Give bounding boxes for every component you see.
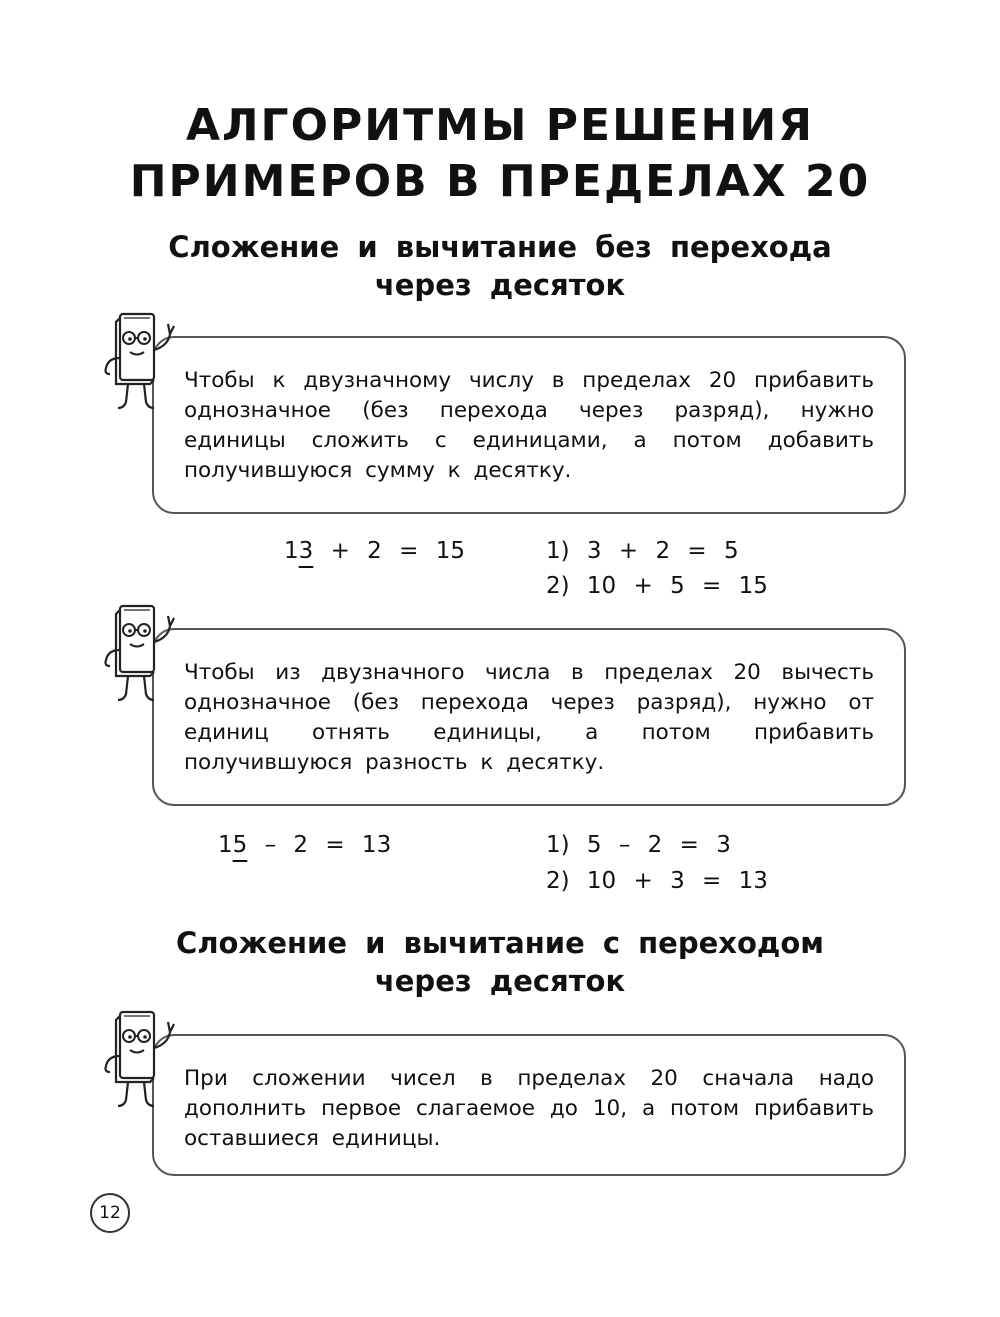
book-mascot-icon xyxy=(98,1004,188,1114)
section1-heading-line-1: Сложение и вычитание без перехода xyxy=(168,230,832,264)
example-addition-main xyxy=(284,538,465,564)
example-subtraction-prefix: 1 xyxy=(218,832,233,858)
section1-heading-line-2: через десяток xyxy=(374,268,626,302)
page-title-line-2: ПРИМЕРОВ В ПРЕДЕЛАХ 20 xyxy=(129,156,871,207)
example-addition-prefix: 1 xyxy=(284,538,299,564)
book-mascot-icon xyxy=(98,306,188,416)
rule-box-addition xyxy=(152,336,906,514)
rule-text-addition: Чтобы к двузначному числу в пределах 20 прибавить однозначное (без перехода через разряд), нужно единицы сложить с единицами, а потом добавить получившуюся сумму к десятку. xyxy=(184,368,874,483)
example-addition-suffix: + 2 = 15 xyxy=(313,538,465,564)
example-subtraction-step-2: 2) 10 + 3 = 13 xyxy=(546,868,768,894)
rule-text-subtraction: Чтобы из двузначного числа в пределах 20 вычесть однозначное (без перехода через разряд), нужно от единиц отнять единицы, а потом прибавить получившуюся разность к десятку. xyxy=(184,660,874,775)
example-addition-units: 3 xyxy=(298,538,314,564)
rule-text-carry-over: При сложении чисел в пределах 20 сначала надо дополнить первое слагаемое до 10, а потом прибавить оставшиеся единицы. xyxy=(184,1066,874,1151)
example-subtraction-units: 5 xyxy=(232,832,248,858)
section2-heading-line-1: Сложение и вычитание с переходом xyxy=(176,926,824,960)
rule-box-subtraction xyxy=(152,628,906,806)
page-number: 12 xyxy=(90,1193,130,1233)
rule-box-carry-over xyxy=(152,1034,906,1176)
book-mascot-icon xyxy=(98,598,188,708)
example-subtraction-suffix: – 2 = 13 xyxy=(247,832,392,858)
example-subtraction-main xyxy=(218,832,391,858)
section2-heading-line-2: через десяток xyxy=(374,964,626,998)
example-subtraction-step-1: 1) 5 – 2 = 3 xyxy=(546,832,731,858)
example-addition-step-2: 2) 10 + 5 = 15 xyxy=(546,573,768,599)
example-addition-step-1: 1) 3 + 2 = 5 xyxy=(546,538,739,564)
page-title-line-1: АЛГОРИТМЫ РЕШЕНИЯ xyxy=(185,100,815,151)
